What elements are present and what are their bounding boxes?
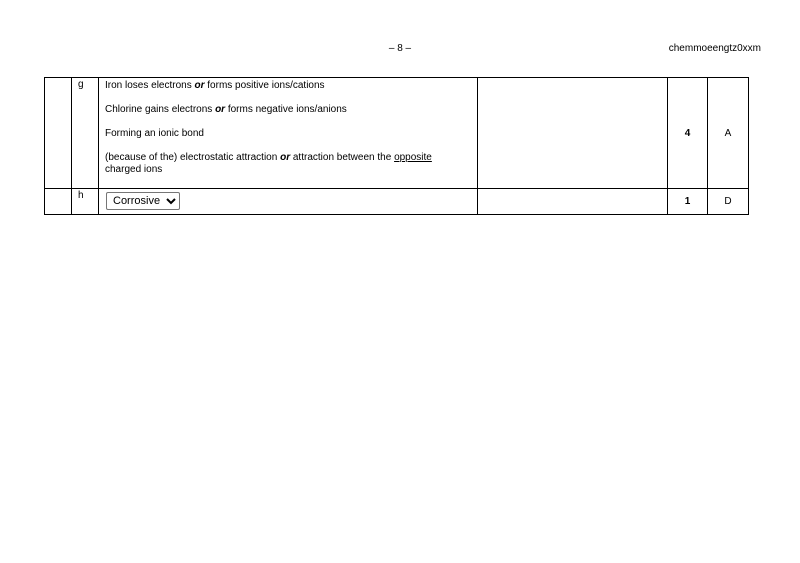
notes-cell-h	[478, 189, 668, 215]
underlined-word: opposite	[394, 152, 432, 163]
assessment-objective-g: A	[708, 78, 749, 189]
mark-cell-h: 1	[668, 189, 708, 215]
part-label-g: g	[72, 78, 99, 189]
notes-cell-g	[478, 78, 668, 189]
answer-cell-g	[99, 78, 478, 189]
table-row-g	[45, 78, 749, 189]
assessment-objective-h: D	[708, 189, 749, 215]
or-keyword: or	[194, 80, 205, 91]
answer-line-chlorine: Chlorine gains electrons or forms negative ions/anions	[105, 104, 347, 115]
answer-line-iron: Iron loses electrons or forms positive ions/cations	[105, 80, 325, 91]
answer-line-attraction: (because of the) electrostatic attraction or attraction between the opposite charged ions	[105, 152, 432, 175]
question-number-cell	[45, 189, 72, 215]
or-keyword: or	[215, 104, 226, 115]
answer-cell-h	[99, 189, 478, 215]
answer-line-ionic-bond: Forming an ionic bond	[105, 128, 204, 139]
markscheme-table	[44, 77, 749, 215]
or-keyword: or	[280, 152, 291, 163]
mark-cell-g: 4	[668, 78, 708, 189]
answer-dropdown[interactable]	[106, 192, 180, 210]
document-code: chemmoeengtz0xxm	[668, 43, 761, 54]
table-row-h	[45, 189, 749, 215]
question-number-cell	[45, 78, 72, 189]
page-number: – 8 –	[388, 43, 412, 54]
part-label-h: h	[72, 189, 99, 215]
